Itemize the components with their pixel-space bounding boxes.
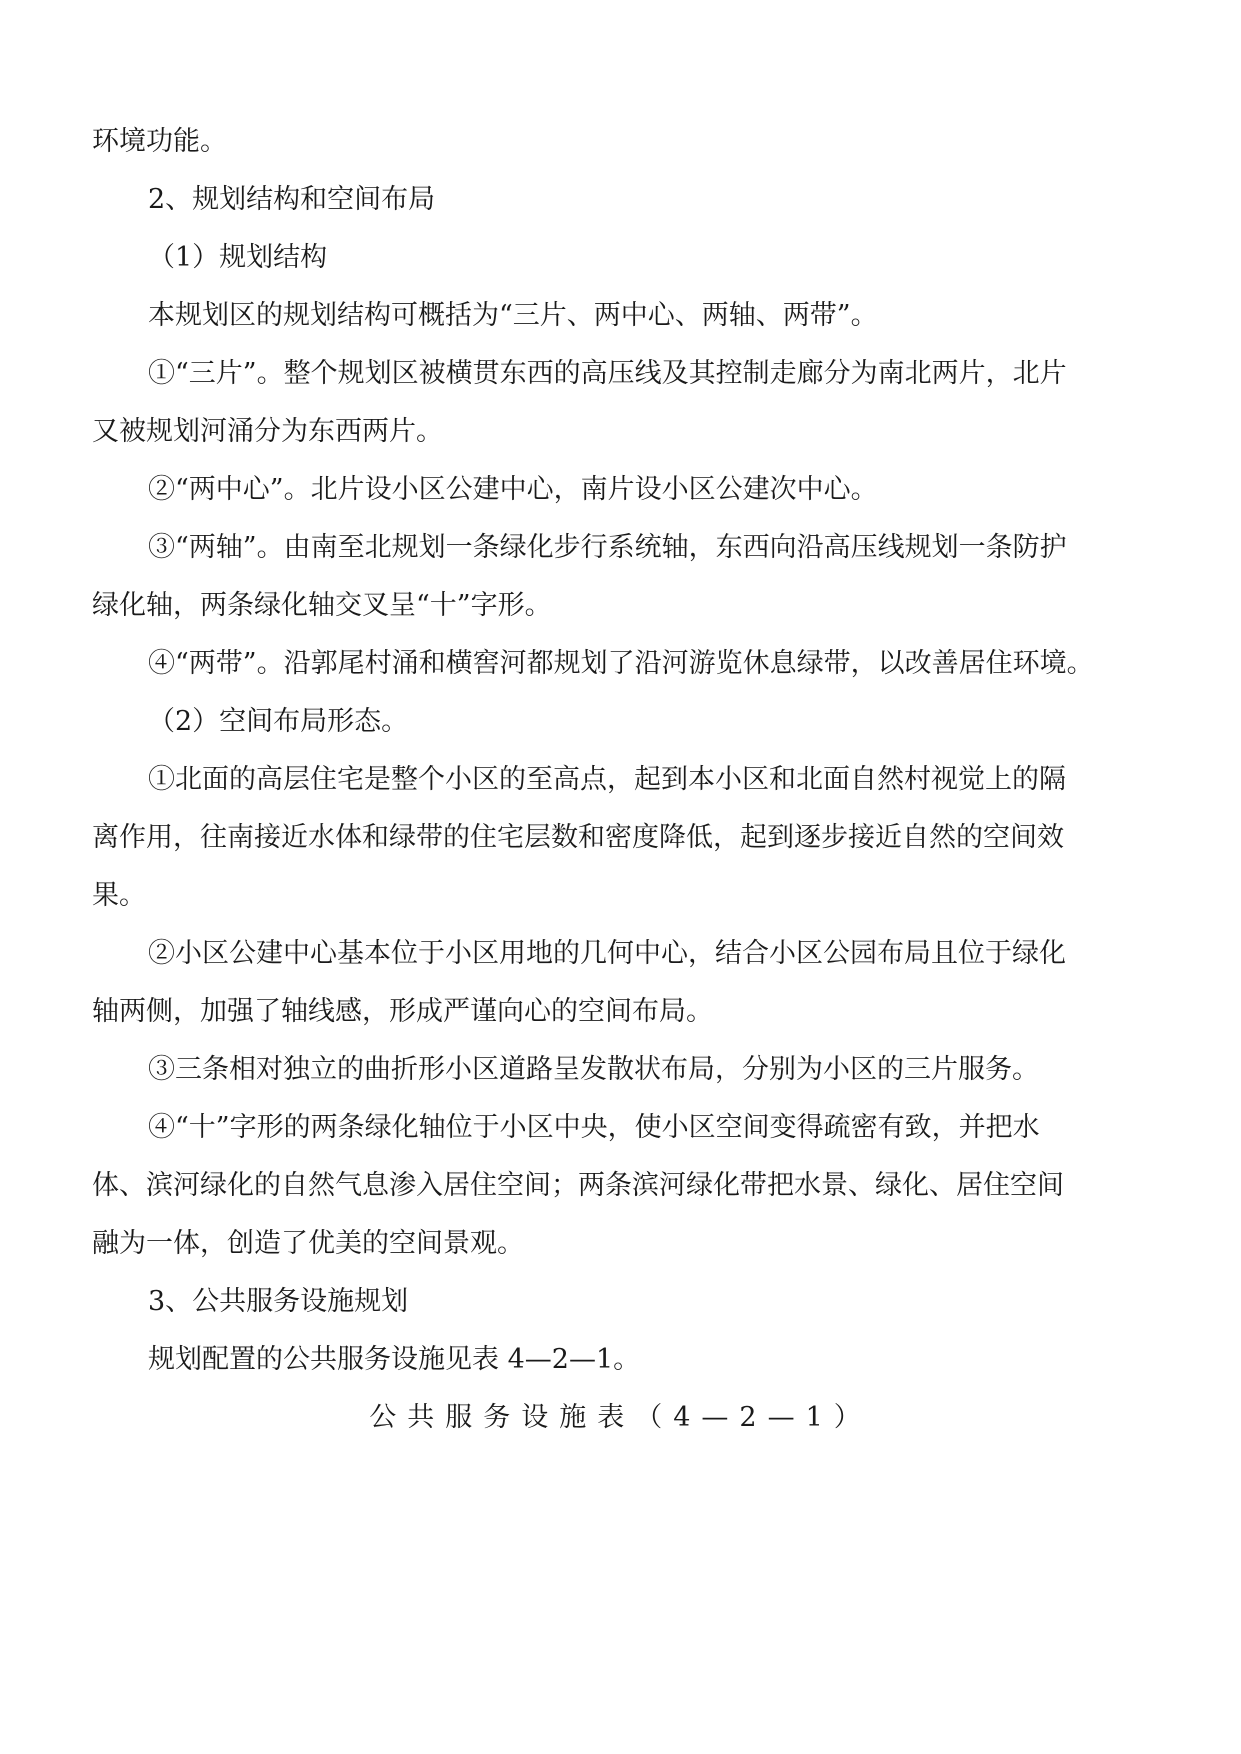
subsection-heading: （2）空间布局形态。 xyxy=(148,706,409,737)
paragraph-line: ①北面的高层住宅是整个小区的至高点，起到本小区和北面自然村视觉上的隔 xyxy=(148,764,1066,795)
section-heading: 3、公共服务设施规划 xyxy=(148,1286,409,1317)
paragraph-line: 融为一体，创造了优美的空间景观。 xyxy=(92,1228,524,1259)
paragraph-line: ②小区公建中心基本位于小区用地的几何中心，结合小区公园布局且位于绿化 xyxy=(148,938,1066,969)
paragraph-line: ③三条相对独立的曲折形小区道路呈发散状布局，分别为小区的三片服务。 xyxy=(148,1054,1039,1085)
paragraph-line: 本规划区的规划结构可概括为“三片、两中心、两轴、两带”。 xyxy=(148,300,878,331)
section-heading: 2、规划结构和空间布局 xyxy=(148,184,436,215)
paragraph-line: ①“三片”。整个规划区被横贯东西的高压线及其控制走廊分为南北两片，北片 xyxy=(148,358,1067,389)
paragraph-line: 果。 xyxy=(92,880,146,911)
paragraph-line: 规划配置的公共服务设施见表 4—2—1。 xyxy=(148,1344,641,1375)
paragraph-line: ④“两带”。沿郭尾村涌和横窖河都规划了沿河游览休息绿带，以改善居住环境。 xyxy=(148,648,1094,679)
table-caption: 公共服务设施表（4—2—1） xyxy=(369,1402,872,1433)
paragraph-line: ②“两中心”。北片设小区公建中心，南片设小区公建次中心。 xyxy=(148,474,878,505)
subsection-heading: （1）规划结构 xyxy=(148,242,328,273)
paragraph-line: 又被规划河涌分为东西两片。 xyxy=(92,416,443,447)
paragraph-line: 体、滨河绿化的自然气息渗入居住空间；两条滨河绿化带把水景、绿化、居住空间 xyxy=(92,1170,1064,1201)
paragraph-line: 环境功能。 xyxy=(92,126,227,157)
paragraph-line: 绿化轴，两条绿化轴交叉呈“十”字形。 xyxy=(92,590,552,621)
paragraph-line: 轴两侧，加强了轴线感，形成严谨向心的空间布局。 xyxy=(92,996,713,1027)
paragraph-line: ③“两轴”。由南至北规划一条绿化步行系统轴，东西向沿高压线规划一条防护 xyxy=(148,532,1067,563)
paragraph-line: ④“十”字形的两条绿化轴位于小区中央，使小区空间变得疏密有致，并把水 xyxy=(148,1112,1040,1143)
paragraph-line: 离作用，往南接近水体和绿带的住宅层数和密度降低，起到逐步接近自然的空间效 xyxy=(92,822,1064,853)
